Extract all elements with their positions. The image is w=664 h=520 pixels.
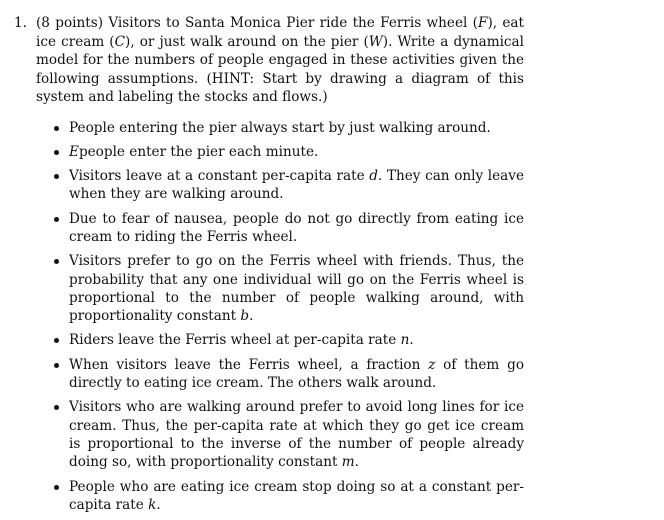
bullet-icon xyxy=(54,363,59,368)
math-variable: C xyxy=(114,33,126,50)
assumption-text xyxy=(69,168,524,202)
text-segment: People who are eating ice cream stop doing so at a constant per-capita rate xyxy=(69,478,524,513)
assumption-item xyxy=(54,331,524,349)
text-segment: of them go directly to eating ice cream. The others walk around. xyxy=(69,356,525,392)
assumption-text xyxy=(69,120,491,136)
text-segment: . They can only leave when they are walking around. xyxy=(69,168,525,203)
bullet-icon xyxy=(54,485,59,490)
math-variable: b xyxy=(240,308,250,325)
text-segment: . xyxy=(354,454,359,471)
math-variable: W xyxy=(368,33,383,50)
assumption-text xyxy=(69,332,414,348)
text-segment: Due to fear of nausea, people do not go directly from eating ice cream to riding the Ferris wheel. xyxy=(69,210,524,245)
assumption-item xyxy=(54,356,524,393)
text-segment: (8 points) Visitors to Santa Monica Pier ride the Ferris wheel ( xyxy=(36,15,478,31)
text-segment: Visitors prefer to go on the Ferris wheel with friends. Thus, the probability that any one individual will go on the Ferris wheel is proportional to the number of people walking around, with proportionality constant xyxy=(69,253,524,325)
problem-1 xyxy=(14,14,524,520)
math-variable: m xyxy=(341,454,355,471)
text-segment: When visitors leave the Ferris wheel, a fraction xyxy=(69,356,429,373)
assumption-item xyxy=(54,167,524,204)
text-segment: Riders leave the Ferris wheel at per-capita rate xyxy=(69,332,401,349)
math-variable: z xyxy=(428,356,436,373)
text-segment: Visitors leave at a constant per-capita rate xyxy=(69,168,370,185)
assumption-text xyxy=(69,211,524,245)
math-variable: E xyxy=(69,143,79,160)
math-variable: d xyxy=(369,168,378,185)
assumption-item xyxy=(54,252,524,325)
bullet-icon xyxy=(54,405,59,410)
assumption-text xyxy=(69,479,524,513)
assumption-item xyxy=(54,478,524,515)
bullet-icon xyxy=(54,126,59,131)
math-variable: k xyxy=(148,496,157,513)
text-segment: People entering the pier always start by just walking around. xyxy=(69,119,491,136)
problem-number: 1. xyxy=(14,15,27,31)
text-segment: ), eat ice cream ( xyxy=(36,15,524,50)
bullet-icon xyxy=(54,259,59,264)
assumption-list xyxy=(54,119,524,515)
text-segment: . xyxy=(156,496,161,513)
math-variable: F xyxy=(478,15,488,31)
text-segment: . xyxy=(409,332,414,349)
bullet-icon xyxy=(54,150,59,155)
text-segment: ). Write a dynamical model for the numbers of people engaged in these activities given the following assumptions. (HINT: Start by drawing a diagram of this system and labeling the stocks and flows.) xyxy=(36,33,525,105)
assumption-item xyxy=(54,398,524,471)
bullet-icon xyxy=(54,338,59,343)
bullet-icon xyxy=(54,217,59,222)
text-segment: . xyxy=(249,308,254,325)
assumption-text xyxy=(69,399,524,470)
text-segment: Visitors who are walking around prefer to avoid long lines for ice cream. Thus, the per-capita rate at which they go get ice cream is proportional to the inverse of the number of people already doing so, with proportionality constant xyxy=(69,399,524,471)
assumption-text xyxy=(69,253,524,324)
assumption-text xyxy=(69,357,524,391)
assumption-text xyxy=(69,144,318,160)
text-segment: ), or just walk around on the pier ( xyxy=(125,33,369,50)
problem-intro xyxy=(36,14,524,107)
math-variable: n xyxy=(400,332,410,349)
assumption-item xyxy=(54,143,524,161)
assumption-item xyxy=(54,119,524,137)
bullet-icon xyxy=(54,174,59,179)
assumption-item xyxy=(54,210,524,247)
text-segment: people enter the pier each minute. xyxy=(78,143,319,160)
